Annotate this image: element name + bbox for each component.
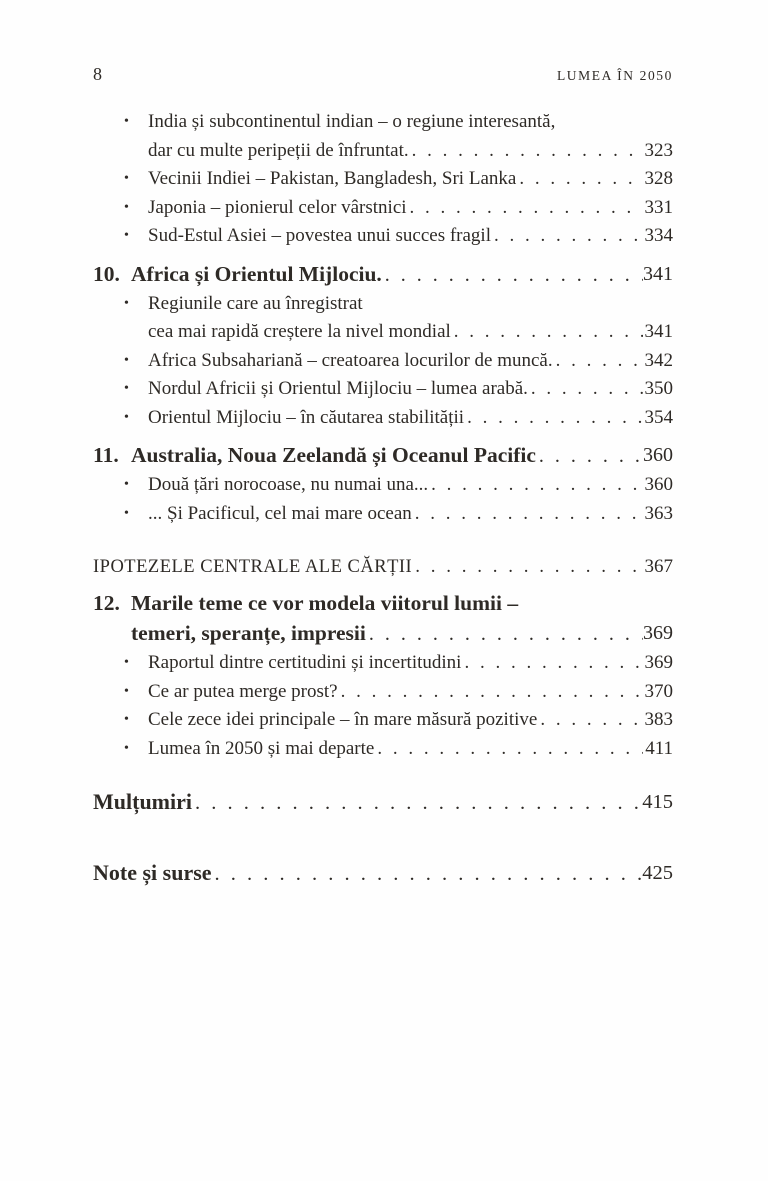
toc-page-number: 411 [645, 737, 673, 759]
toc-backmatter-entry [93, 857, 673, 890]
bullet-icon: • [124, 228, 129, 243]
dot-leader [412, 552, 643, 582]
toc-entry [93, 108, 673, 165]
dot-leader [464, 404, 643, 433]
toc-entry-text: Vecinii Indiei – Pakistan, Bangladesh, Sri Lanka [148, 168, 517, 189]
toc-entry [93, 375, 673, 404]
toc-entry-text: Două țări norocoase, nu numai una... [148, 474, 429, 495]
toc-page-number: 350 [644, 378, 673, 399]
bullet-icon: • [124, 712, 129, 727]
dot-leader [528, 375, 643, 404]
toc-entry [93, 649, 673, 678]
toc-chapter-entry [93, 588, 673, 649]
dot-leader [412, 500, 643, 529]
bullet-icon: • [124, 683, 129, 699]
toc-page-number: 331 [644, 196, 673, 218]
toc-page-number: 354 [644, 406, 673, 428]
dot-leader [516, 165, 643, 194]
toc-chapter-entry [93, 440, 673, 471]
toc-entry-text: temeri, speranțe, impresii [131, 621, 366, 645]
toc-page-number: 360 [644, 474, 673, 495]
chapter-number: 10. [93, 261, 120, 286]
dot-leader [409, 137, 643, 166]
toc-chapter-entry [93, 259, 673, 290]
toc-entry-line1: Regiunile care au înregistrat [148, 292, 363, 314]
toc-page-number: 369 [643, 622, 673, 644]
toc-entry-line1: India și subcontinentul indian – o regiune interesantă, [148, 111, 556, 132]
dot-leader [192, 786, 642, 819]
dot-leader [553, 347, 643, 376]
dot-leader [491, 222, 643, 251]
bullet-icon: • [124, 381, 129, 396]
dot-leader [366, 618, 643, 649]
toc-entry [93, 194, 673, 223]
bullet-icon: • [124, 409, 129, 425]
toc-page-number: 341 [643, 262, 673, 285]
toc-entry-text: Note și surse [93, 860, 212, 885]
toc-entry [93, 471, 673, 500]
toc-entry [93, 678, 673, 707]
toc-entry-text: Australia, Noua Zeelandă și Oceanul Pacific [131, 443, 536, 467]
toc-entry-text: Nordul Africii și Orientul Mijlociu – lumea arabă. [148, 378, 528, 399]
bullet-icon: • [124, 199, 129, 215]
toc-page-number: 328 [644, 168, 673, 189]
toc-entry [93, 706, 673, 735]
toc-page-number: 415 [642, 791, 673, 813]
dot-leader [461, 649, 643, 678]
toc-entry [93, 500, 673, 529]
toc-backmatter-entry [93, 786, 673, 819]
toc-page-number: 323 [644, 139, 673, 161]
toc-page-number: 341 [644, 321, 673, 342]
toc-entry-text: Africa și Orientul Mijlociu. [131, 261, 382, 286]
bullet-icon: • [124, 295, 129, 311]
dot-leader [338, 678, 643, 707]
toc-entry-text: Ce ar putea merge prost? [148, 680, 338, 702]
bullet-icon: • [124, 352, 129, 368]
page-number: 8 [93, 64, 102, 84]
toc-page-number: 360 [643, 444, 673, 466]
toc-entry-text: ... Și Pacificul, cel mai mare ocean [148, 502, 412, 524]
toc-entry-text: Sud-Estul Asiei – povestea unui succes fragil [148, 225, 491, 246]
running-title: LUMEA ÎN 2050 [556, 68, 673, 83]
toc-entry-text: Lumea în 2050 și mai departe [148, 737, 375, 759]
dot-leader [536, 440, 643, 471]
toc-entry [93, 222, 673, 251]
toc-entry-text: cea mai rapidă creștere la nivel mondial [148, 321, 451, 342]
dot-leader [451, 318, 643, 347]
chapter-number: 11. [93, 443, 119, 467]
toc-entry-text: Japonia – pionierul celor vârstnici [148, 196, 407, 218]
toc-page-number: 367 [644, 556, 673, 577]
dot-leader [374, 735, 643, 764]
toc-entry [93, 404, 673, 433]
bullet-icon: • [124, 505, 129, 521]
toc-entry-text: Africa Subsahariană – creatoarea locurilor de muncă. [148, 349, 553, 371]
toc-page-number: 370 [644, 680, 673, 702]
dot-leader [212, 857, 643, 890]
toc-entry-text: dar cu multe peripeții de înfruntat. [148, 139, 409, 161]
toc-page-number: 334 [644, 225, 673, 246]
toc-page-number: 425 [642, 862, 673, 884]
toc-entry [93, 735, 673, 764]
toc-page-number: 363 [644, 502, 673, 524]
dot-leader [428, 471, 643, 500]
running-header [93, 64, 673, 86]
dot-leader [382, 259, 643, 290]
toc-entry-text: IPOTEZELE CENTRALE ALE CĂRȚII [93, 557, 413, 577]
toc-entry-text: Mulțumiri [93, 789, 192, 814]
bullet-icon: • [124, 171, 129, 186]
toc-page-number: 342 [644, 349, 673, 371]
chapter-number: 12. [93, 591, 120, 615]
toc-entry-text: Orientul Mijlociu – în căutarea stabilității [148, 406, 465, 428]
table-of-contents [93, 108, 673, 890]
toc-entry-text: Cele zece idei principale – în mare măsură pozitive [148, 709, 538, 730]
toc-entry-line1: Marile teme ce vor modela viitorul lumii – [131, 591, 519, 615]
bullet-icon: • [124, 477, 129, 492]
bullet-icon: • [124, 655, 129, 670]
dot-leader [537, 706, 643, 735]
toc-entry [93, 347, 673, 376]
toc-section-heading [93, 552, 673, 582]
bullet-icon: • [124, 740, 129, 756]
toc-entry [93, 165, 673, 194]
toc-entry-text: Raportul dintre certitudini și incertitudini [148, 652, 462, 673]
dot-leader [407, 194, 643, 223]
toc-page-number: 369 [644, 652, 673, 673]
toc-page-number: 383 [644, 709, 673, 730]
bullet-icon: • [124, 114, 129, 129]
toc-entry [93, 290, 673, 347]
